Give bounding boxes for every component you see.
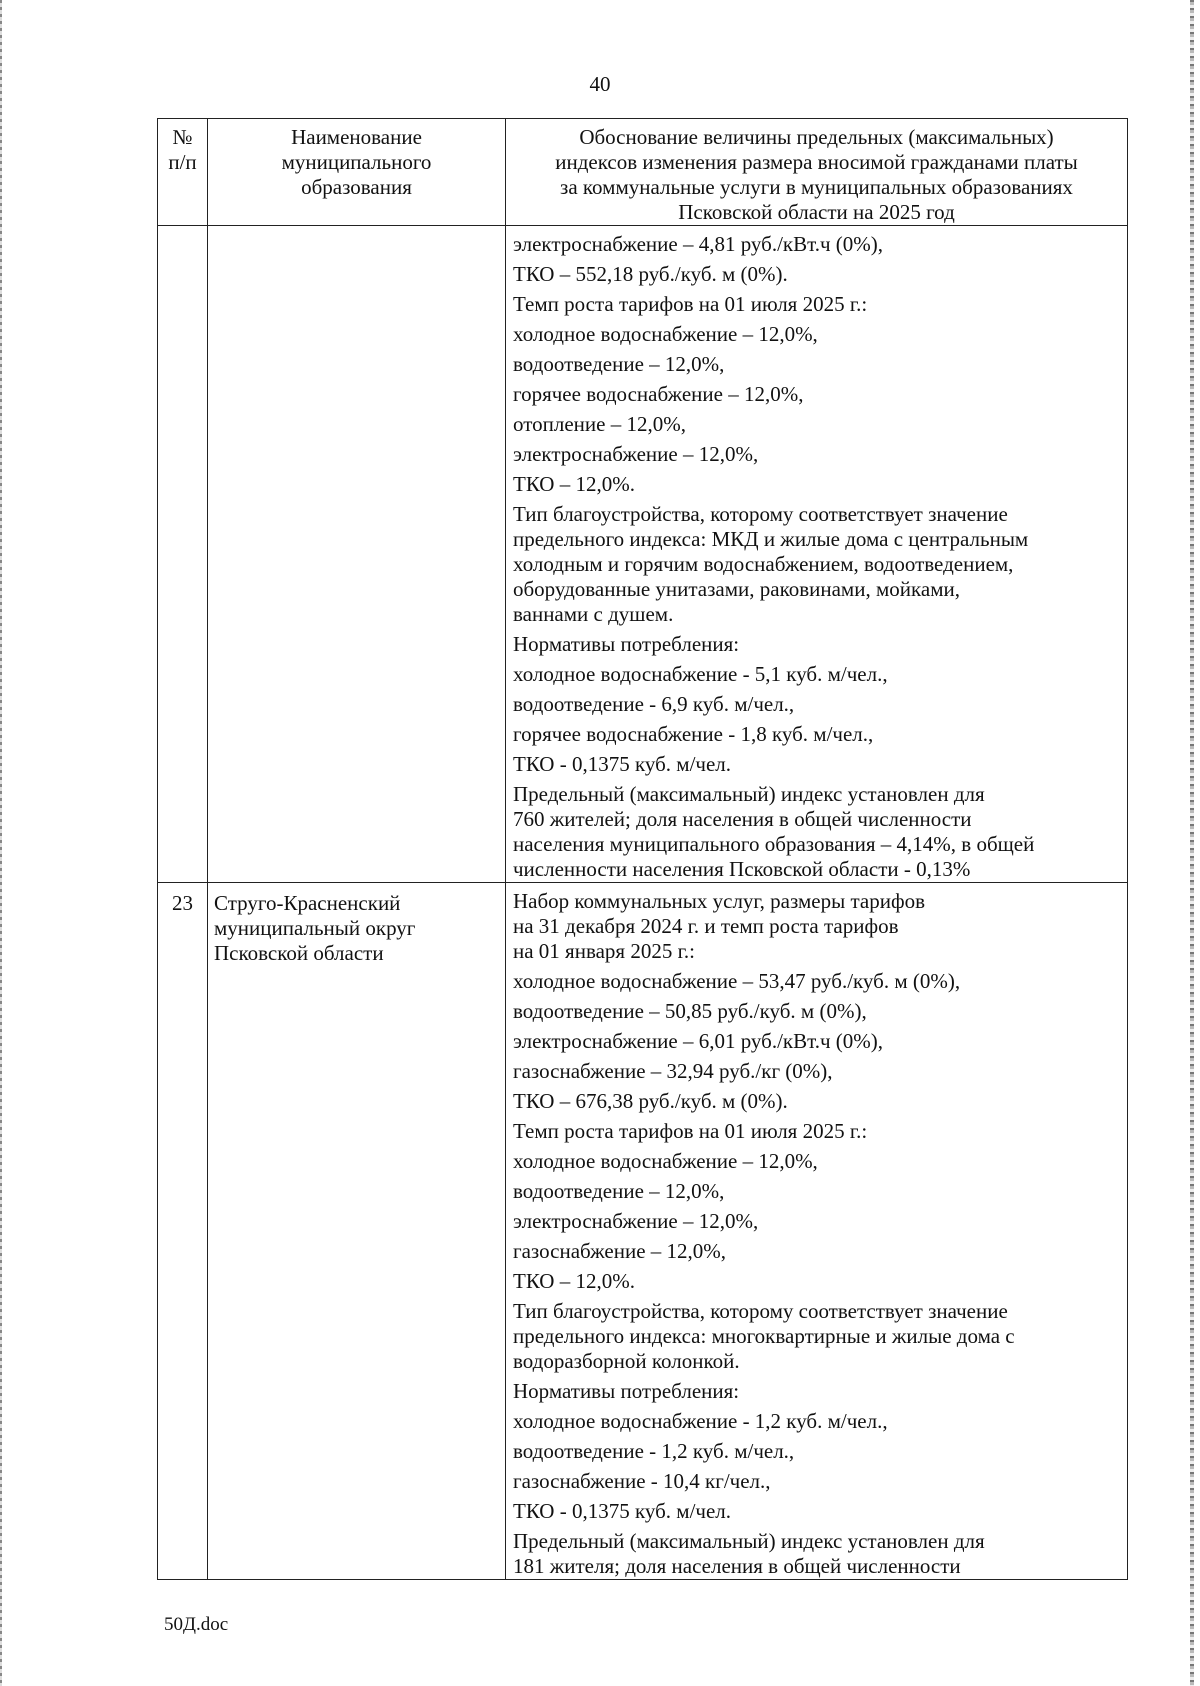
- basis-line: газоснабжение – 32,94 руб./кг (0%),: [513, 1059, 833, 1083]
- header-basis-cell: [506, 119, 1128, 226]
- basis-line: газоснабжение - 10,4 кг/чел.,: [513, 1469, 771, 1493]
- basis-line: горячее водоснабжение - 1,8 куб. м/чел.,: [513, 722, 874, 746]
- basis-line: холодное водоснабжение – 12,0%,: [513, 1149, 818, 1173]
- basis-line: ТКО – 12,0%.: [513, 1269, 635, 1293]
- basis-line: водоотведение - 6,9 куб. м/чел.,: [513, 692, 795, 716]
- municipality-name: Струго-Красненский муниципальный округ Псковской области: [214, 891, 416, 965]
- basis-line: Темп роста тарифов на 01 июля 2025 г.:: [513, 292, 868, 316]
- basis-line: ТКО – 676,38 руб./куб. м (0%).: [513, 1089, 788, 1113]
- basis-line: горячее водоснабжение – 12,0%,: [513, 382, 804, 406]
- table-header-row: [158, 119, 1128, 226]
- basis-line: газоснабжение – 12,0%,: [513, 1239, 727, 1263]
- basis-line: электроснабжение – 6,01 руб./кВт.ч (0%),: [513, 1029, 884, 1053]
- basis-line: электроснабжение – 12,0%,: [513, 442, 759, 466]
- header-number-cell: [158, 119, 208, 226]
- basis-line: водоотведение – 50,85 руб./куб. м (0%),: [513, 999, 867, 1023]
- basis-line: Нормативы потребления:: [513, 632, 740, 656]
- page-number: 40: [589, 72, 611, 96]
- row-basis-cell: [506, 226, 1128, 883]
- header-name-label: Наименование муниципального образования: [281, 125, 432, 199]
- row-number: 23: [172, 891, 193, 915]
- basis-line: Нормативы потребления:: [513, 1379, 740, 1403]
- header-number-label: № п/п: [168, 125, 197, 174]
- row-name-cell: [208, 226, 506, 883]
- row-basis-cell: [506, 883, 1128, 1580]
- table-row: [158, 883, 1128, 1580]
- basis-line: ТКО - 0,1375 куб. м/чел.: [513, 752, 732, 776]
- basis-line: электроснабжение – 12,0%,: [513, 1209, 759, 1233]
- basis-line: Предельный (максимальный) индекс установлен для 760 жителей; доля населения в общей численности населения муниципального образования – 4,14%, в общей численности населения Псковской области - 0,13%: [513, 782, 1035, 881]
- basis-line: холодное водоснабжение - 1,2 куб. м/чел.,: [513, 1409, 888, 1433]
- basis-line: холодное водоснабжение – 12,0%,: [513, 322, 818, 346]
- header-name-cell: [208, 119, 506, 226]
- basis-line: водоотведение - 1,2 куб. м/чел.,: [513, 1439, 795, 1463]
- footer-filename: 50Д.doc: [164, 1614, 229, 1635]
- row-number-cell: [158, 883, 208, 1580]
- tariff-table: [157, 118, 1128, 1580]
- basis-line: холодное водоснабжение - 5,1 куб. м/чел.,: [513, 662, 888, 686]
- basis-line: Предельный (максимальный) индекс установлен для 181 жителя; доля населения в общей численности: [513, 1529, 985, 1578]
- row-name-cell: [208, 883, 506, 1580]
- basis-line: Набор коммунальных услуг, размеры тарифов на 31 декабря 2024 г. и темп роста тарифов на 01 января 2025 г.:: [513, 889, 925, 963]
- basis-line: водоотведение – 12,0%,: [513, 352, 725, 376]
- basis-line: Тип благоустройства, которому соответствует значение предельного индекса: МКД и жилые дома с центральным холодным и горячим водоснабжением, водоотведением, оборудованные унитазами, раковинами, мойками, ваннами с душем.: [513, 502, 1029, 626]
- basis-line: ТКО - 0,1375 куб. м/чел.: [513, 1499, 732, 1523]
- basis-line: электроснабжение – 4,81 руб./кВт.ч (0%),: [513, 232, 884, 256]
- basis-line: Тип благоустройства, которому соответствует значение предельного индекса: многоквартирные и жилые дома с водоразборной колонкой.: [513, 1299, 1015, 1373]
- basis-line: холодное водоснабжение – 53,47 руб./куб. м (0%),: [513, 969, 961, 993]
- basis-line: ТКО – 552,18 руб./куб. м (0%).: [513, 262, 788, 286]
- basis-line: ТКО – 12,0%.: [513, 472, 635, 496]
- scan-left-edge: [0, 0, 2, 1686]
- scan-right-edge: [1190, 0, 1194, 1686]
- basis-line: отопление – 12,0%,: [513, 412, 686, 436]
- header-basis-label: Обоснование величины предельных (максимальных) индексов изменения размера вносимой гражданами платы за коммунальные услуги в муниципальных образованиях Псковской области на 2025 год: [555, 125, 1078, 224]
- row-number-cell: [158, 226, 208, 883]
- basis-line: Темп роста тарифов на 01 июля 2025 г.:: [513, 1119, 868, 1143]
- basis-line: водоотведение – 12,0%,: [513, 1179, 725, 1203]
- table-row: [158, 226, 1128, 883]
